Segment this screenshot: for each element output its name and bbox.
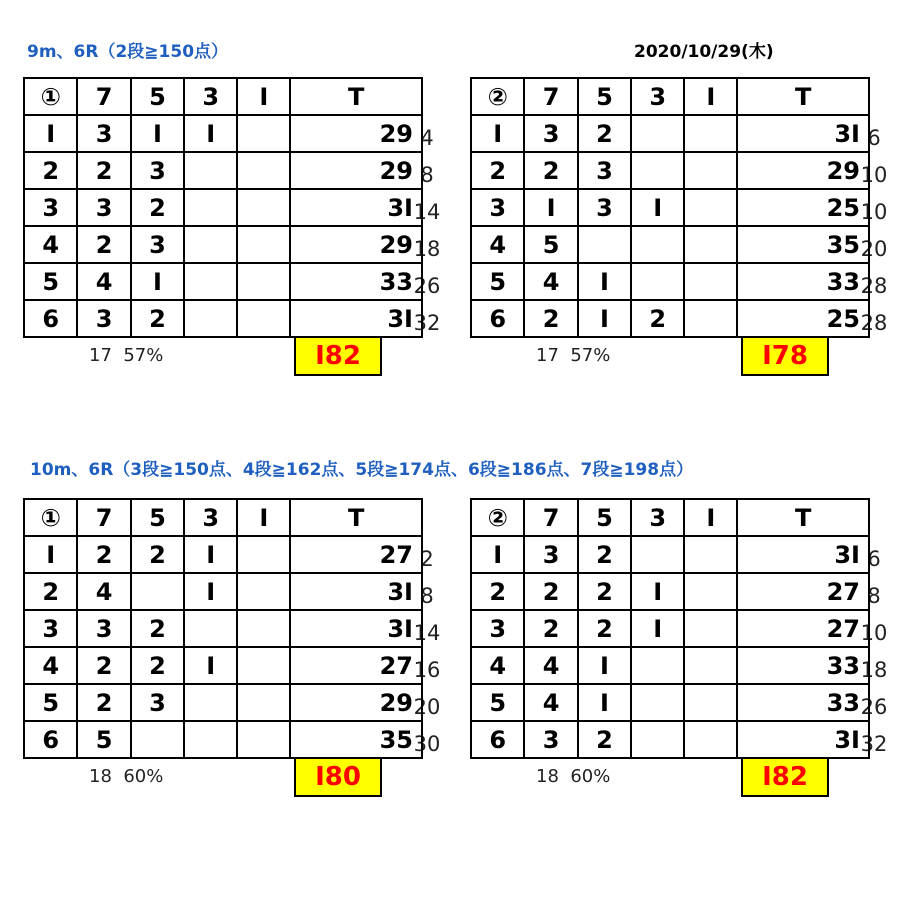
score-cell [184,300,237,337]
score-cell [684,152,737,189]
score-cell [684,300,737,337]
row-total: 35 [290,721,422,758]
score-cell [131,573,184,610]
score-cell: 2 [131,300,184,337]
score-cell: 3 [524,115,577,152]
score-cell [237,300,290,337]
row-total: 27 [290,647,422,684]
score-table [470,77,870,338]
score-cell: 3 [131,226,184,263]
score-cell: 2 [471,573,524,610]
row-total: 3I [290,610,422,647]
score-cell: 3 [77,610,130,647]
score-cell [184,226,237,263]
score-cell: 4 [24,226,77,263]
round-label: ② [471,78,524,115]
score-cell: 4 [471,226,524,263]
score-cell [684,536,737,573]
score-cell: 5 [471,263,524,300]
score-cell: 2 [524,610,577,647]
score-cell: 2 [578,115,631,152]
grand-total: I78 [741,336,829,376]
score-row [471,573,869,610]
score-cell: I [471,536,524,573]
score-cell [684,684,737,721]
score-cell [631,647,684,684]
cumulative-count: 2 [420,547,434,571]
score-cell: 2 [77,536,130,573]
score-cell [631,536,684,573]
column-header: T [737,499,869,536]
score-cell: I [631,610,684,647]
row-total: 25 [737,189,869,226]
score-cell: 2 [524,300,577,337]
score-cell [684,721,737,758]
score-cell [184,189,237,226]
round-label: ② [471,499,524,536]
score-cell: 2 [77,684,130,721]
row-total: 3I [737,721,869,758]
score-cell [237,536,290,573]
score-cell [684,610,737,647]
score-cell [631,152,684,189]
score-cell: 3 [471,189,524,226]
score-cell [237,647,290,684]
score-cell [631,115,684,152]
row-total: 33 [737,263,869,300]
column-header: 5 [131,78,184,115]
cumulative-count: 26 [860,695,888,719]
score-cell [631,263,684,300]
score-cell: 2 [131,189,184,226]
cumulative-count: 18 [413,237,441,261]
score-cell: I [471,115,524,152]
score-cell: 3 [524,536,577,573]
score-cell: 6 [24,721,77,758]
cumulative-count: 20 [413,695,441,719]
row-total: 3I [290,573,422,610]
hit-summary: 18 60% [536,766,611,787]
section-heading-9m: 9m、6R（2段≧150点） [27,42,229,62]
score-row [471,610,869,647]
cumulative-count: 10 [860,200,888,224]
score-cell: 2 [77,226,130,263]
column-header: I [237,499,290,536]
row-total: 3I [290,189,422,226]
score-row [24,684,422,721]
score-block-9m-1 [23,77,441,407]
score-table [470,498,870,759]
score-cell: 4 [524,684,577,721]
score-cell: 3 [578,189,631,226]
date-label: 2020/10/29(木) [634,42,774,62]
score-cell: I [631,189,684,226]
grand-total: I82 [741,757,829,797]
score-cell: 3 [131,684,184,721]
row-total: 29 [290,226,422,263]
cumulative-count: 14 [413,621,441,645]
score-row [24,152,422,189]
score-cell: 2 [24,152,77,189]
row-total: 27 [290,536,422,573]
score-cell: I [184,536,237,573]
score-cell: 3 [524,721,577,758]
score-cell [237,115,290,152]
score-cell: 4 [24,647,77,684]
score-cell: 3 [24,610,77,647]
score-cell [631,684,684,721]
score-cell: 3 [77,115,130,152]
score-cell: 2 [24,573,77,610]
score-cell: 2 [77,647,130,684]
score-row [471,536,869,573]
score-block-9m-2 [470,77,888,407]
score-cell: 3 [24,189,77,226]
cumulative-count: 8 [420,163,434,187]
score-row [471,263,869,300]
score-row [471,721,869,758]
score-cell [631,226,684,263]
score-row [24,300,422,337]
score-cell: 4 [524,647,577,684]
column-header: 7 [524,499,577,536]
round-label: ① [24,78,77,115]
column-header: 5 [578,499,631,536]
cumulative-count: 10 [860,163,888,187]
score-cell: I [578,300,631,337]
score-row [471,300,869,337]
score-row [24,189,422,226]
row-total: 33 [737,684,869,721]
score-cell: 3 [77,300,130,337]
score-cell [684,226,737,263]
score-block-10m-1 [23,498,441,828]
score-cell [184,263,237,300]
score-cell: I [131,115,184,152]
score-cell: 4 [77,263,130,300]
score-row [471,226,869,263]
cumulative-count: 16 [413,658,441,682]
score-cell: I [578,684,631,721]
score-cell: 3 [131,152,184,189]
score-cell: 5 [77,721,130,758]
cumulative-count: 28 [860,274,888,298]
cumulative-count: 28 [860,311,888,335]
score-cell: I [578,263,631,300]
score-cell: I [184,115,237,152]
score-cell: I [184,573,237,610]
score-cell: 2 [578,721,631,758]
header-row [24,499,422,536]
score-cell: 2 [631,300,684,337]
score-cell [578,226,631,263]
score-cell [131,721,184,758]
score-cell: 5 [24,684,77,721]
column-header: T [737,78,869,115]
row-total: 29 [290,152,422,189]
cumulative-count: 32 [413,311,441,335]
cumulative-count: 6 [867,126,881,150]
round-label: ① [24,499,77,536]
score-cell [237,263,290,300]
score-cell [237,610,290,647]
score-cell: 4 [77,573,130,610]
score-table [23,77,423,338]
score-cell: I [131,263,184,300]
row-total: 29 [737,152,869,189]
column-header: I [684,499,737,536]
score-cell: 6 [471,300,524,337]
row-total: 27 [737,610,869,647]
column-header: 3 [631,499,684,536]
hit-summary: 17 57% [536,345,611,366]
cumulative-count: 18 [860,658,888,682]
score-cell: 2 [77,152,130,189]
score-cell: 3 [578,152,631,189]
column-header: T [290,78,422,115]
score-row [24,115,422,152]
score-cell [237,721,290,758]
row-total: 3I [737,115,869,152]
score-cell: I [524,189,577,226]
cumulative-count: 14 [413,200,441,224]
score-row [471,647,869,684]
header-row [24,78,422,115]
column-header: 7 [77,499,130,536]
score-cell: 6 [24,300,77,337]
column-header: T [290,499,422,536]
score-row [471,189,869,226]
score-cell [684,647,737,684]
score-row [24,647,422,684]
column-header: 3 [184,499,237,536]
score-row [24,610,422,647]
score-row [471,684,869,721]
score-row [24,263,422,300]
score-cell [237,684,290,721]
header-row [471,78,869,115]
cumulative-count: 20 [860,237,888,261]
score-block-10m-2 [470,498,888,828]
row-total: 35 [737,226,869,263]
grand-total: I82 [294,336,382,376]
header-row [471,499,869,536]
column-header: I [684,78,737,115]
cumulative-count: 30 [413,732,441,756]
score-cell [184,684,237,721]
score-cell: 5 [524,226,577,263]
score-cell: 5 [24,263,77,300]
score-cell [684,115,737,152]
score-cell: 2 [578,573,631,610]
row-total: 29 [290,115,422,152]
column-header: I [237,78,290,115]
score-cell: 2 [578,536,631,573]
score-table [23,498,423,759]
row-total: 3I [290,300,422,337]
hit-summary: 17 57% [89,345,164,366]
row-total: 33 [737,647,869,684]
score-cell: 2 [131,647,184,684]
score-row [471,115,869,152]
score-cell: 2 [524,573,577,610]
score-cell [184,152,237,189]
cumulative-count: 10 [860,621,888,645]
section-heading-10m: 10m、6R（3段≧150点、4段≧162点、5段≧174点、6段≧186点、7段≧198点） [30,460,694,480]
score-cell: I [631,573,684,610]
score-cell: I [578,647,631,684]
score-row [24,226,422,263]
score-cell: 2 [131,536,184,573]
score-cell: 5 [471,684,524,721]
row-total: 3I [737,536,869,573]
score-cell: 3 [77,189,130,226]
score-cell: 2 [524,152,577,189]
score-cell [184,721,237,758]
column-header: 7 [524,78,577,115]
score-cell [237,152,290,189]
row-total: 33 [290,263,422,300]
row-total: 29 [290,684,422,721]
score-cell: 2 [131,610,184,647]
score-cell: 4 [524,263,577,300]
row-total: 25 [737,300,869,337]
score-row [24,536,422,573]
cumulative-count: 32 [860,732,888,756]
column-header: 5 [578,78,631,115]
cumulative-count: 26 [413,274,441,298]
score-cell [631,721,684,758]
score-cell: 2 [471,152,524,189]
score-cell [684,189,737,226]
score-cell: 6 [471,721,524,758]
score-cell: 2 [578,610,631,647]
score-cell [237,189,290,226]
score-cell [684,263,737,300]
column-header: 5 [131,499,184,536]
cumulative-count: 8 [420,584,434,608]
score-row [24,573,422,610]
cumulative-count: 6 [867,547,881,571]
cumulative-count: 4 [420,126,434,150]
grand-total: I80 [294,757,382,797]
score-row [471,152,869,189]
score-row [24,721,422,758]
score-cell: I [24,115,77,152]
score-cell: I [24,536,77,573]
column-header: 3 [631,78,684,115]
cumulative-count: 8 [867,584,881,608]
column-header: 3 [184,78,237,115]
score-cell [237,226,290,263]
column-header: 7 [77,78,130,115]
score-cell: 4 [471,647,524,684]
score-cell: 3 [471,610,524,647]
score-cell [684,573,737,610]
score-cell [184,610,237,647]
score-cell [237,573,290,610]
score-cell: I [184,647,237,684]
hit-summary: 18 60% [89,766,164,787]
row-total: 27 [737,573,869,610]
